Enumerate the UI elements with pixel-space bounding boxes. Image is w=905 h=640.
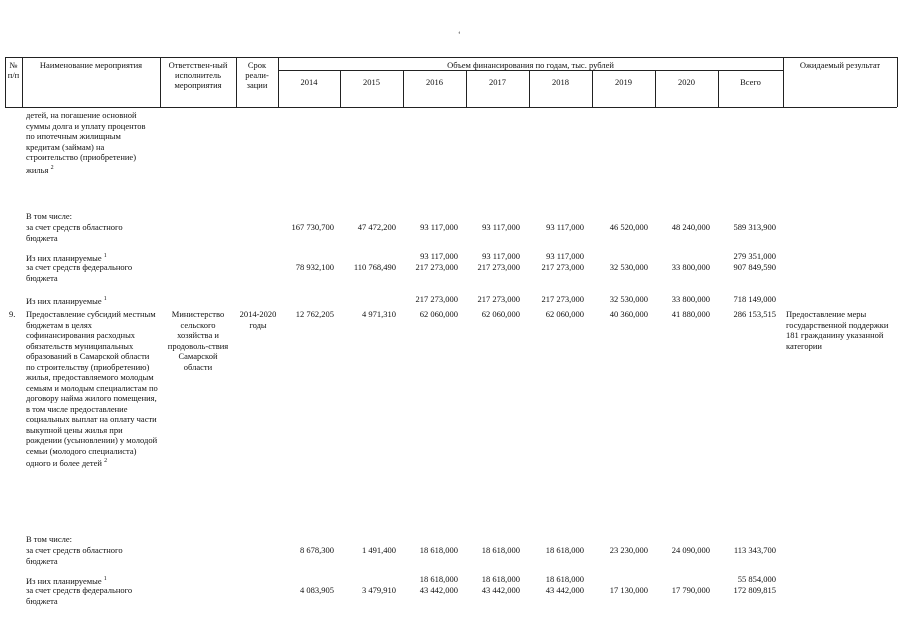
col-border xyxy=(466,70,467,107)
col-border xyxy=(655,70,656,107)
col-border xyxy=(403,70,404,107)
block1-regional-value: 167 730,700 xyxy=(291,222,334,232)
row9-result: Предоставление меры государственной поддержки 181 гражданину указанной категории xyxy=(786,309,889,351)
block2-regional-value: 18 618,000 xyxy=(481,545,520,555)
col-border xyxy=(160,57,161,107)
block2-regional-value: 18 618,000 xyxy=(545,545,584,555)
block1-federal-value: 32 530,000 xyxy=(609,262,648,272)
block1-regional-value: 93 117,000 xyxy=(482,222,520,232)
col-border xyxy=(236,57,237,107)
footnote-ref: 2 xyxy=(104,458,108,464)
block1-federal-value: 217 273,000 xyxy=(415,262,458,272)
block2-planned-value: 18 618,000 xyxy=(419,574,458,584)
block2-regional-value: 24 090,000 xyxy=(671,545,710,555)
header-num: № п/п xyxy=(7,60,20,80)
header-top-border xyxy=(5,57,897,58)
planned-label-text: Из них планируемые xyxy=(26,252,102,263)
block1-regional-value: 93 117,000 xyxy=(420,222,458,232)
block2-federal-value: 43 442,000 xyxy=(545,585,584,595)
row9-value: 286 153,515 xyxy=(733,309,776,319)
block1-federal-value: 217 273,000 xyxy=(477,262,520,272)
header-year-total: Всего xyxy=(740,77,761,87)
block2-federal-value: 17 130,000 xyxy=(609,585,648,595)
header-year-divider xyxy=(278,70,783,71)
row9-num: 9. xyxy=(9,309,16,319)
block2-regional-value: 1 491,400 xyxy=(362,545,396,555)
continued-item-text xyxy=(26,110,156,175)
header-term: Срок реали-зации xyxy=(245,60,269,90)
header-year-2014: 2014 xyxy=(300,77,318,87)
col-border xyxy=(897,57,898,107)
block1-federal-value: 110 768,490 xyxy=(353,262,396,272)
block1-including: В том числе: xyxy=(26,211,72,221)
col-border xyxy=(340,70,341,107)
header-responsible: Ответствен-ный исполнитель мероприятия xyxy=(168,60,228,90)
row9-value: 4 971,310 xyxy=(362,309,396,319)
col-border xyxy=(529,70,530,107)
block2-regional-value: 8 678,300 xyxy=(300,545,334,555)
footnote-ref: 2 xyxy=(50,164,54,171)
block1-regional-value: 93 117,000 xyxy=(546,222,584,232)
planned-label-text: Из них планируемые xyxy=(26,295,102,306)
block1-planned1-value: 93 117,000 xyxy=(420,251,458,261)
row9-name-text: Предоставление субсидий местным бюджетам в целях софинансирования расходных обязательств муниципальных образований в Самарской области по строительству (приобретению) жилья, предоставляемого молодым семьям и молодым специалистам по договору найма жилого помещения, в том числе предоставление социальных выплат на оплату части выкупной цены жилья при рождении (усыновлении) у молодой семьи (молодого специалиста) одного и более детей xyxy=(26,309,158,468)
row9-value: 62 060,000 xyxy=(419,309,458,319)
block1-federal-value: 33 800,000 xyxy=(671,262,710,272)
block1-federal-value: 907 849,590 xyxy=(733,262,776,272)
header-bottom-border xyxy=(5,107,897,108)
block1-federal-label: за счет средств федерального бюджета xyxy=(26,262,133,283)
block2-regional-label: за счет средств областного бюджета xyxy=(26,545,123,566)
header-financing: Объем финансирования по годам, тыс. рублей xyxy=(447,60,614,70)
header-year-2018: 2018 xyxy=(552,77,569,87)
block1-regional-value: 46 520,000 xyxy=(609,222,648,232)
block2-regional-value: 18 618,000 xyxy=(419,545,458,555)
block2-regional-value: 23 230,000 xyxy=(609,545,648,555)
block1-regional-value: 589 313,900 xyxy=(733,222,776,232)
row9-responsible: Министерство сельского хозяйства и продоволь-ствия Самарской области xyxy=(167,309,229,372)
block2-planned-value: 55 854,000 xyxy=(737,574,776,584)
block2-federal-value: 43 442,000 xyxy=(419,585,458,595)
col-border xyxy=(592,70,593,107)
block1-regional-value: 47 472,200 xyxy=(357,222,396,232)
header-name: Наименование мероприятия xyxy=(39,60,143,70)
block2-federal-label: за счет средств федерального бюджета xyxy=(26,585,133,606)
block2-federal-value: 3 479,910 xyxy=(362,585,396,595)
header-result: Ожидаемый результат xyxy=(799,60,881,70)
top-mark: ‘ xyxy=(458,30,461,39)
block1-planned1-value: 93 117,000 xyxy=(546,251,584,261)
block2-regional-value: 113 343,700 xyxy=(733,545,776,555)
header-year-2017: 2017 xyxy=(489,77,506,87)
header-year-2020: 2020 xyxy=(678,77,695,87)
block1-federal-value: 78 932,100 xyxy=(295,262,334,272)
block1-planned2-label xyxy=(26,294,107,306)
block1-planned2-value: 32 530,000 xyxy=(609,294,648,304)
block1-planned1-value: 279 351,000 xyxy=(733,251,776,261)
block2-including: В том числе: xyxy=(26,534,72,544)
block1-planned2-value: 217 273,000 xyxy=(477,294,520,304)
block2-planned-value: 18 618,000 xyxy=(545,574,584,584)
planned-label-text: Из них планируемые xyxy=(26,575,102,586)
row9-value: 62 060,000 xyxy=(481,309,520,319)
block1-planned2-value: 217 273,000 xyxy=(541,294,584,304)
block1-planned2-value: 33 800,000 xyxy=(671,294,710,304)
block1-planned2-value: 217 273,000 xyxy=(415,294,458,304)
block1-planned1-value: 93 117,000 xyxy=(482,251,520,261)
row9-term: 2014-2020 годы xyxy=(239,309,277,330)
row9-value: 40 360,000 xyxy=(609,309,648,319)
block1-planned2-value: 718 149,000 xyxy=(733,294,776,304)
block2-planned-value: 18 618,000 xyxy=(481,574,520,584)
block1-federal-value: 217 273,000 xyxy=(541,262,584,272)
block1-regional-value: 48 240,000 xyxy=(671,222,710,232)
header-year-2015: 2015 xyxy=(363,77,380,87)
row9-value: 41 880,000 xyxy=(671,309,710,319)
block2-federal-value: 17 790,000 xyxy=(671,585,710,595)
header-year-2019: 2019 xyxy=(615,77,632,87)
row9-value: 12 762,205 xyxy=(295,309,334,319)
header-year-2016: 2016 xyxy=(426,77,443,87)
footnote-ref: 1 xyxy=(103,576,107,582)
block2-federal-value: 4 083,905 xyxy=(300,585,334,595)
row9-value: 62 060,000 xyxy=(545,309,584,319)
continued-item-body: детей, на погашение основной суммы долга и уплату процентов по ипотечным жилищным кредитам (займам) на строительство (приобретение) жилья xyxy=(26,110,146,175)
footnote-ref: 1 xyxy=(103,296,107,302)
block2-federal-value: 43 442,000 xyxy=(481,585,520,595)
block2-federal-value: 172 809,815 xyxy=(733,585,776,595)
row9-name xyxy=(26,309,160,468)
footnote-ref: 1 xyxy=(103,253,107,259)
col-border xyxy=(718,70,719,107)
block1-regional-label: за счет средств областного бюджета xyxy=(26,222,123,243)
